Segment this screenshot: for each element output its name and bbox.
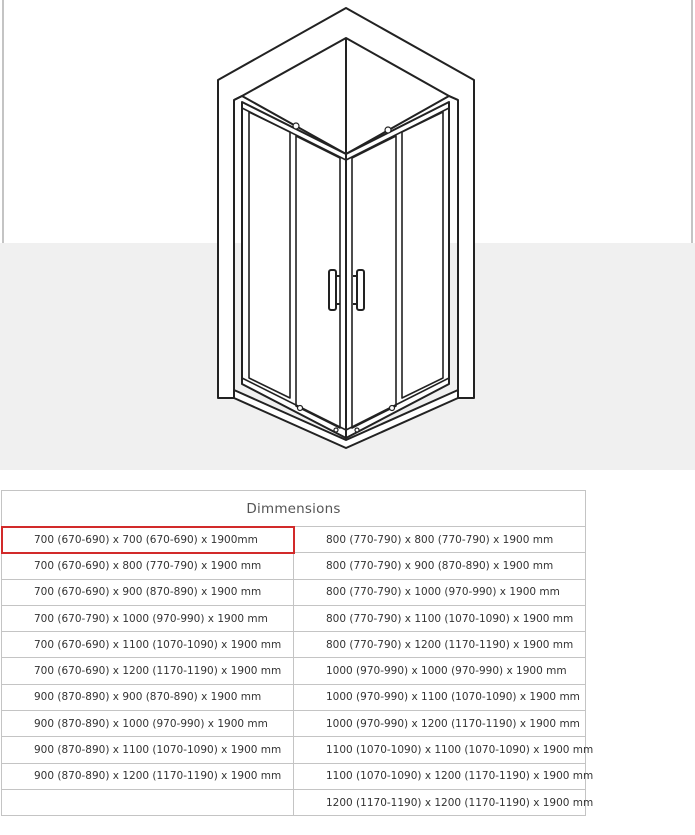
table-row [2, 684, 586, 710]
dimension-option[interactable]: 800 (770-790) x 1100 (1070-1090) x 1900 mm [294, 605, 586, 631]
dimension-option[interactable]: 800 (770-790) x 1000 (970-990) x 1900 mm [294, 579, 586, 605]
dimension-option[interactable]: 900 (870-890) x 900 (870-890) x 1900 mm [2, 684, 294, 710]
table-row [2, 632, 586, 658]
dimension-option[interactable]: 1100 (1070-1090) x 1100 (1070-1090) x 1900 mm [294, 737, 586, 763]
dimension-option[interactable]: 700 (670-690) x 1200 (1170-1190) x 1900 mm [2, 658, 294, 684]
dimension-option[interactable]: 700 (670-790) x 1000 (970-990) x 1900 mm [2, 605, 294, 631]
table-row [2, 605, 586, 631]
dimension-option[interactable]: 1000 (970-990) x 1100 (1070-1090) x 1900 mm [294, 684, 586, 710]
dimension-option[interactable]: 800 (770-790) x 1200 (1170-1190) x 1900 mm [294, 632, 586, 658]
table-row [2, 658, 586, 684]
table-row [2, 579, 586, 605]
table-row [2, 763, 586, 789]
empty-cell [2, 789, 294, 815]
dimension-option[interactable]: 900 (870-890) x 1200 (1170-1190) x 1900 mm [2, 763, 294, 789]
dimension-option[interactable]: 1000 (970-990) x 1000 (970-990) x 1900 mm [294, 658, 586, 684]
dimension-option[interactable]: 700 (670-690) x 800 (770-790) x 1900 mm [2, 553, 294, 579]
table-row [2, 711, 586, 737]
dimension-option-selected[interactable]: 700 (670-690) x 700 (670-690) x 1900mm [2, 527, 294, 553]
table-row [2, 737, 586, 763]
dimension-option[interactable]: 1100 (1070-1090) x 1200 (1170-1190) x 1900 mm [294, 763, 586, 789]
dimension-option[interactable]: 800 (770-790) x 900 (870-890) x 1900 mm [294, 553, 586, 579]
dimensions-table [1, 490, 594, 816]
table-row [2, 527, 586, 553]
dimension-option[interactable]: 900 (870-890) x 1100 (1070-1090) x 1900 mm [2, 737, 294, 763]
dimension-option[interactable]: 700 (670-690) x 900 (870-890) x 1900 mm [2, 579, 294, 605]
table-row [2, 789, 586, 815]
dimension-option[interactable]: 900 (870-890) x 1000 (970-990) x 1900 mm [2, 711, 294, 737]
dimension-option[interactable]: 1200 (1170-1190) x 1200 (1170-1190) x 1900 mm [294, 789, 586, 815]
dimension-option[interactable]: 1000 (970-990) x 1200 (1170-1190) x 1900 mm [294, 711, 586, 737]
table-row [2, 553, 586, 579]
table-title: Dimmensions [2, 491, 586, 527]
dimension-option[interactable]: 800 (770-790) x 800 (770-790) x 1900 mm [294, 527, 586, 553]
dimension-option[interactable]: 700 (670-690) x 1100 (1070-1090) x 1900 mm [2, 632, 294, 658]
